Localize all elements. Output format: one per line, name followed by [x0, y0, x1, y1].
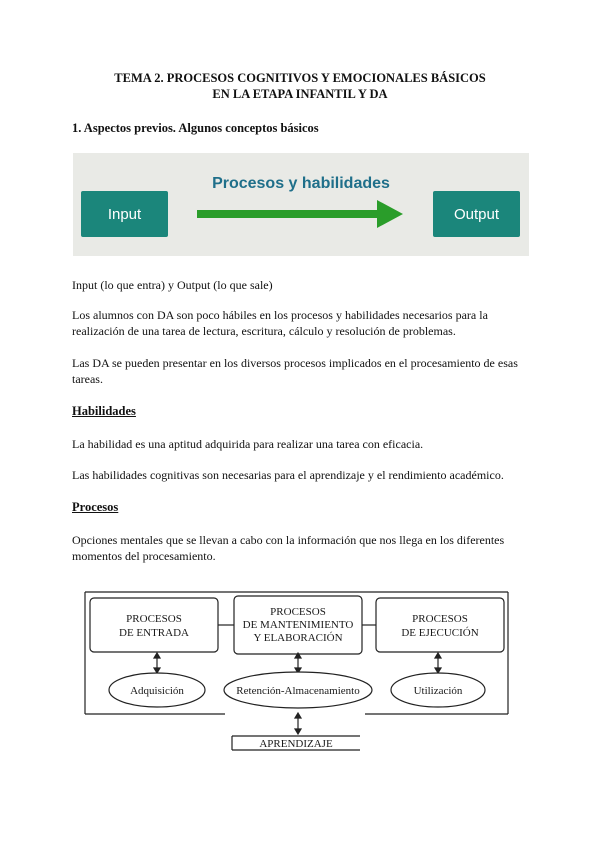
output-box [433, 191, 520, 237]
input-box [81, 191, 168, 237]
paragraph-opciones-line2: momentos del procesamiento. [72, 549, 216, 563]
aprendizaje-label: APRENDIZAJE [259, 738, 333, 750]
box-procesos-ejecucion [376, 598, 504, 652]
box2-line3: Y ELABORACIÓN [253, 632, 343, 644]
paragraph-habilidades-cognitivas: Las habilidades cognitivas son necesarias para el aprendizaje y el rendimiento académico. [72, 468, 504, 482]
paragraph-habilidad: La habilidad es una aptitud adquirida para realizar una tarea con eficacia. [72, 437, 424, 451]
process-banner-figure [73, 153, 529, 256]
banner-title: Procesos y habilidades [212, 175, 390, 192]
habilidades-heading: Habilidades [72, 404, 136, 418]
document-title-line1: TEMA 2. PROCESOS COGNITIVOS Y EMOCIONALES BÁSICOS [114, 71, 486, 85]
right-arrow-icon [197, 200, 407, 228]
paragraph-opciones-line1: Opciones mentales que se llevan a cabo con la información que nos llega en los diferentes [72, 533, 505, 547]
paragraph-procesos-line2: tareas. [72, 372, 103, 386]
paragraph-da-line2: realización de una tarea de lectura, escritura, cálculo y resolución de problemas. [72, 324, 456, 338]
procesos-heading: Procesos [72, 500, 119, 514]
paragraph-input-output: Input (lo que entra) y Output (lo que sale) [72, 278, 273, 292]
section-heading: 1. Aspectos previos. Algunos conceptos básicos [72, 121, 319, 135]
ellipse1-label: Adquisición [130, 685, 184, 697]
process-diagram [80, 586, 516, 754]
box1-line2: DE ENTRADA [119, 627, 189, 639]
paragraph-procesos-line1: Las DA se pueden presentar en los diversos procesos implicados en el procesamiento de esas [72, 356, 518, 370]
box2-line1: PROCESOS [270, 606, 326, 618]
box2-line2: DE MANTENIMIENTO [242, 619, 354, 631]
box1-line1: PROCESOS [126, 613, 182, 625]
input-label: Input [107, 205, 142, 223]
paragraph-da-line1: Los alumnos con DA son poco hábiles en los procesos y habilidades necesarios para la [72, 308, 488, 322]
ellipse3-label: Utilización [413, 685, 463, 697]
output-label: Output [453, 205, 500, 223]
box3-line1: PROCESOS [412, 613, 468, 625]
ellipse2-label: Retención-Almacenamiento [236, 685, 360, 697]
document-title-line2: EN LA ETAPA INFANTIL Y DA [212, 87, 388, 101]
box3-line2: DE EJECUCIÓN [401, 627, 479, 639]
box-procesos-entrada [90, 598, 218, 652]
